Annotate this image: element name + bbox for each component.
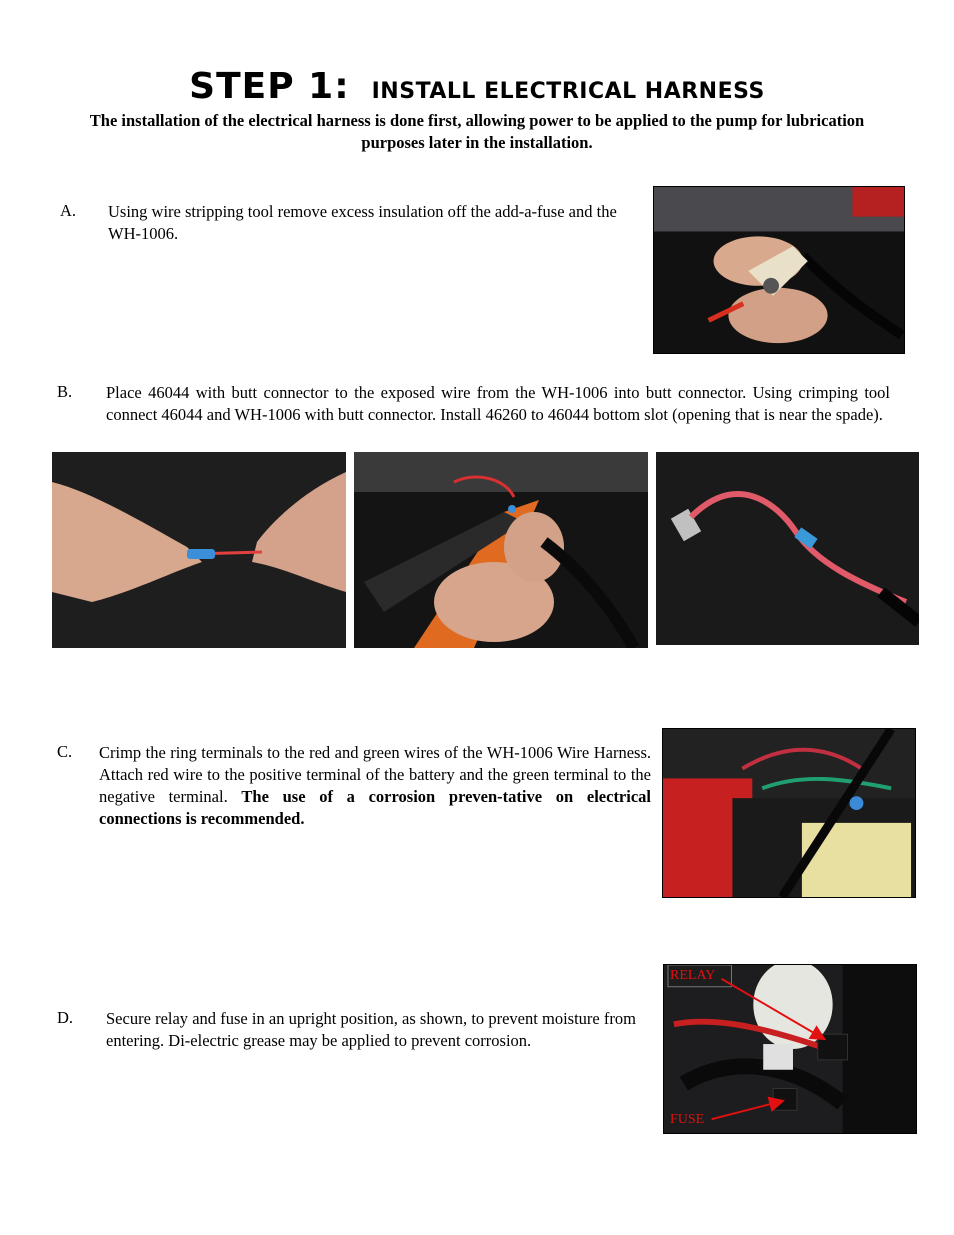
photo-butt-connector: [52, 452, 346, 648]
step-b-text: Place 46044 with butt connector to the exposed wire from the WH-1006 into butt connector. Using crimping tool connect 46044 and WH-1006 with butt connector. Install 46260 to 46044 bottom slot (opening that is near the spade).: [106, 383, 890, 424]
intro-text: The installation of the electrical harness is done first, allowing power to be applied to the pump for lubrication purposes later in the installation.: [89, 111, 865, 152]
step-c-emphasis: The use of a corrosion preven-tative on electrical connections is recommended.: [99, 787, 651, 828]
page-title: [0, 66, 954, 107]
step-c-letter: C.: [57, 742, 73, 761]
step-d-text: Secure relay and fuse in an upright position, as shown, to prevent moisture from entering. Di-electric grease may be applied to prevent corrosion.: [106, 1009, 636, 1050]
step-c-body: Crimp the ring terminals to the red and green wires of the WH-1006 Wire Harness. Attach red wire to the positive terminal of the battery and the green terminal to the negative terminal.: [99, 743, 651, 806]
step-a-letter: A.: [60, 201, 77, 220]
photo-connected-wire: [656, 452, 919, 645]
step-number: STEP 1:: [189, 66, 350, 107]
photo-wire-stripping: [653, 186, 905, 354]
photo-relay-fuse: [663, 964, 917, 1134]
step-a-text: Using wire stripping tool remove excess insulation off the add-a-fuse and the WH-1006.: [108, 202, 617, 243]
relay-label: RELAY: [670, 968, 716, 983]
step-b-letter: B.: [57, 382, 73, 401]
step-heading: INSTALL ELECTRICAL HARNESS: [371, 79, 765, 104]
photo-battery-terminals: [662, 728, 916, 898]
photo-crimping-tool: [354, 452, 648, 648]
fuse-label: FUSE: [670, 1112, 705, 1127]
step-c-text: [99, 742, 651, 830]
step-d-letter: D.: [57, 1008, 74, 1027]
